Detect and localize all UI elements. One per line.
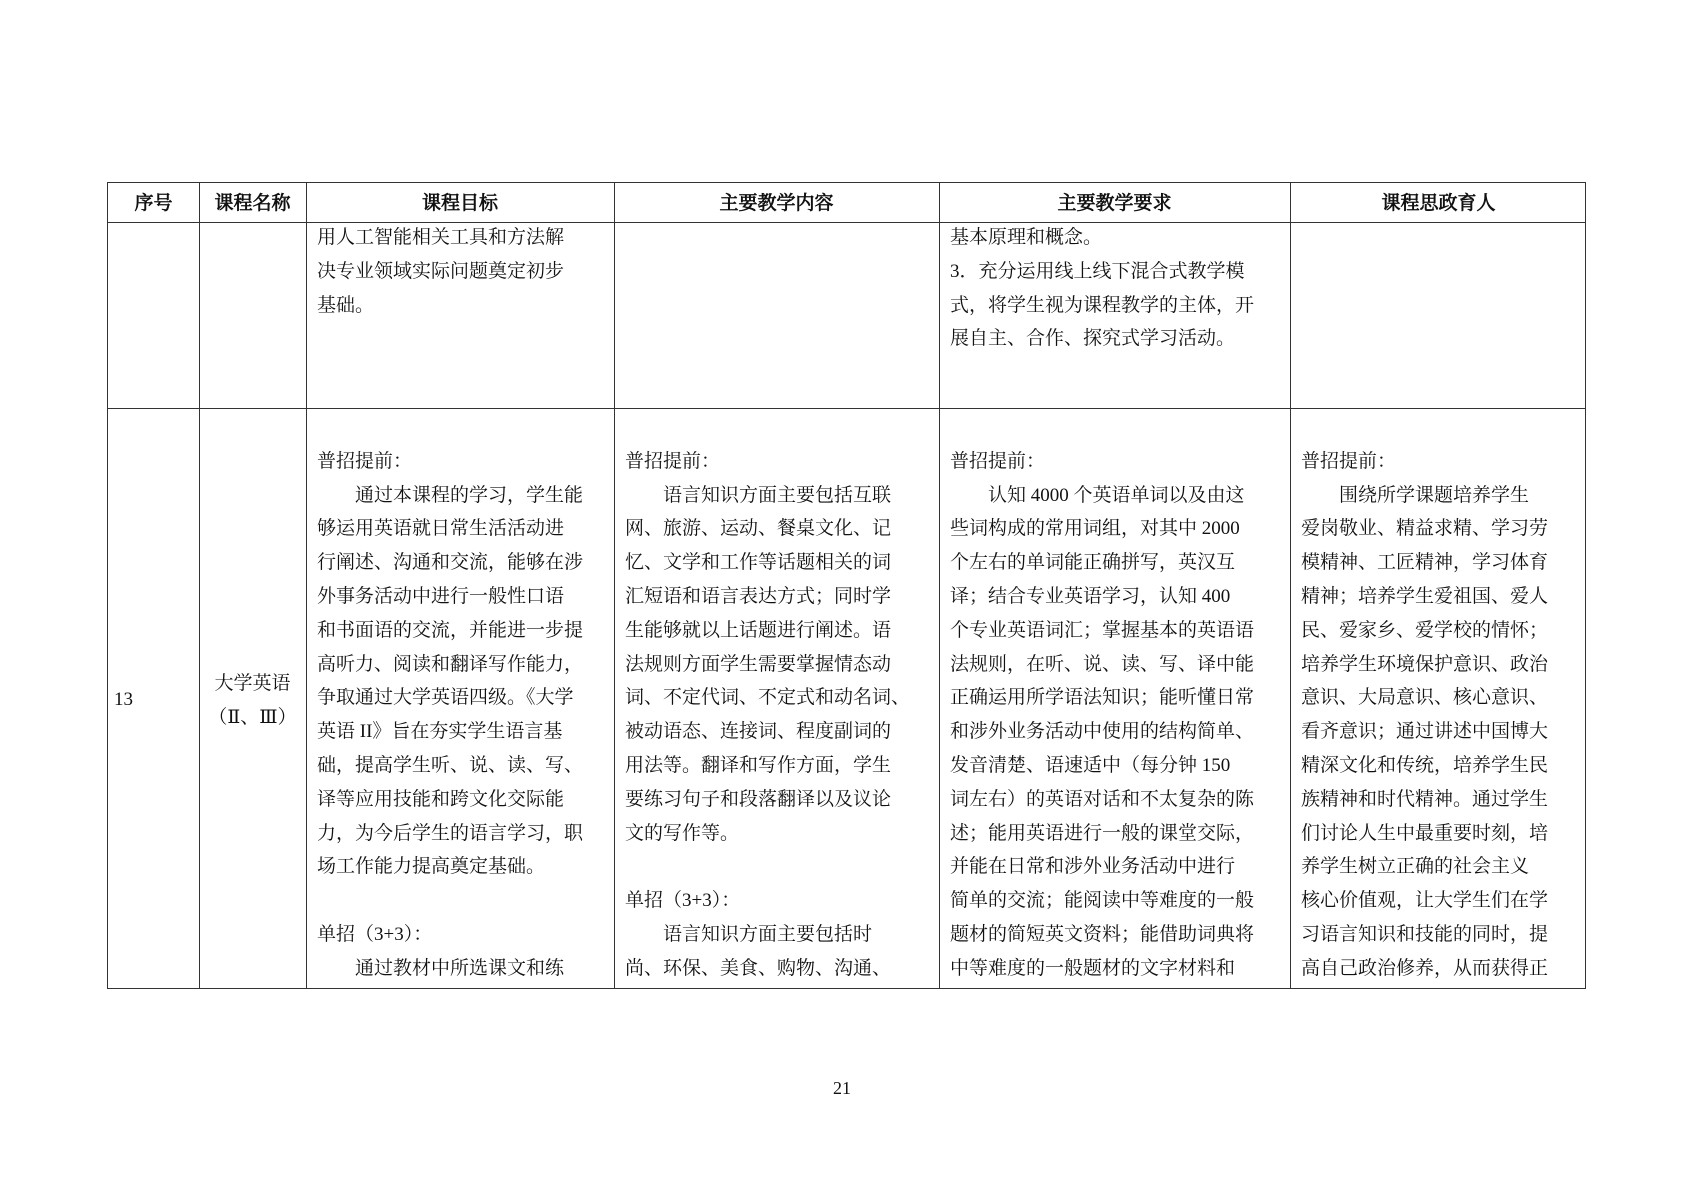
text-line: 单招（3+3）： xyxy=(317,923,433,945)
text-line: 题材的简短英文资料；能借助词典将 xyxy=(950,923,1255,945)
text-line: 普招提前： xyxy=(950,450,1046,472)
text-line: 看齐意识；通过讲述中国博大 xyxy=(1301,721,1549,743)
text-line: 要练习句子和段落翻译以及议论 xyxy=(625,788,892,810)
text-line xyxy=(950,411,1288,445)
text-line xyxy=(317,411,609,445)
text-line: 和书面语的交流，并能进一步提 xyxy=(317,619,584,641)
header-ideology: 课程思政育人 xyxy=(1381,192,1496,214)
text-line: 展自主、合作、探究式学习活动。 xyxy=(950,328,1236,350)
text-line xyxy=(1301,411,1583,445)
text-line: （Ⅱ、Ⅲ） xyxy=(208,706,297,728)
text-line: 3．充分运用线上线下混合式教学模 xyxy=(950,260,1245,282)
text-line: 述；能用英语进行一般的课堂交际， xyxy=(950,822,1255,844)
text-line: 外事务活动中进行一般性口语 xyxy=(317,585,565,607)
text-line: 普招提前： xyxy=(1301,450,1397,472)
text-line: 些词构成的常用词组，对其中 2000 xyxy=(950,518,1240,540)
text-line: 争取通过大学英语四级。《大学 xyxy=(317,687,574,709)
text-line: 培养学生环境保护意识、政治 xyxy=(1301,653,1549,675)
text-line: 基本原理和概念。 xyxy=(950,227,1103,248)
row-divider xyxy=(108,408,1585,409)
row1-requirement xyxy=(950,221,1288,356)
header-teaching-content: 主要教学内容 xyxy=(719,192,834,214)
text-line xyxy=(317,884,609,918)
text-line: 正确运用所学语法知识；能听懂日常 xyxy=(950,687,1255,709)
page-number: 21 xyxy=(833,1078,851,1098)
text-line: 语言知识方面主要包括时 xyxy=(625,923,873,945)
text-line: 爱岗敬业、精益求精、学习劳 xyxy=(1301,518,1549,540)
text-line: 文的写作等。 xyxy=(625,822,740,844)
row1-goal xyxy=(317,221,609,322)
column-divider xyxy=(614,183,615,988)
text-line: 用人工智能相关工具和方法解 xyxy=(317,227,565,248)
text-line: 简单的交流；能阅读中等难度的一般 xyxy=(950,890,1255,912)
header-seq: 序号 xyxy=(134,192,173,214)
text-line: 忆、文学和工作等话题相关的词 xyxy=(625,552,892,574)
text-line: 汇短语和语言表达方式；同时学 xyxy=(625,585,892,607)
text-line: 决专业领域实际问题奠定初步 xyxy=(317,260,565,282)
text-line: 个左右的单词能正确拼写，英汉互 xyxy=(950,552,1236,574)
text-line: 认知 4000 个英语单词以及由这 xyxy=(950,484,1245,506)
text-line: 英语 II》旨在夯实学生语言基 xyxy=(317,721,563,743)
text-line: 们讨论人生中最重要时刻，培 xyxy=(1301,822,1549,844)
text-line: 力，为今后学生的语言学习，职 xyxy=(317,822,584,844)
text-line: 个专业英语词汇；掌握基本的英语语 xyxy=(950,619,1255,641)
text-line: 核心价值观，让大学生们在学 xyxy=(1301,890,1549,912)
text-line: 语言知识方面主要包括互联 xyxy=(625,484,892,506)
text-line: 族精神和时代精神。通过学生 xyxy=(1301,788,1549,810)
text-line: 精深文化和传统，培养学生民 xyxy=(1301,754,1549,776)
text-line: 通过本课程的学习，学生能 xyxy=(317,484,584,506)
text-line: 习语言知识和技能的同时，提 xyxy=(1301,923,1549,945)
text-line: 普招提前： xyxy=(625,450,721,472)
text-line: 法规则方面学生需要掌握情态动 xyxy=(625,653,892,675)
text-line: 用法等。翻译和写作方面，学生 xyxy=(625,754,892,776)
text-line: 意识、大局意识、核心意识、 xyxy=(1301,687,1549,709)
text-line: 生能够就以上话题进行阐述。语 xyxy=(625,619,892,641)
row13-goal xyxy=(317,411,609,988)
text-line: 养学生树立正确的社会主义 xyxy=(1301,856,1530,878)
text-line: 围绕所学课题培养学生 xyxy=(1301,484,1530,506)
text-line: 发音清楚、语速适中（每分钟 150 xyxy=(950,754,1231,776)
text-line: 民、爱家乡、爱学校的情怀； xyxy=(1301,619,1549,641)
text-line: 通过教材中所选课文和练 xyxy=(317,957,565,979)
text-line: 译等应用技能和跨文化交际能 xyxy=(317,788,565,810)
text-line: 尚、环保、美食、购物、沟通、 xyxy=(625,957,892,979)
column-divider xyxy=(1290,183,1291,988)
column-divider xyxy=(939,183,940,988)
row13-requirement xyxy=(950,411,1288,988)
text-line: 够运用英语就日常生活活动进 xyxy=(317,518,565,540)
text-line: 大学英语 xyxy=(214,673,291,694)
text-line: 和涉外业务活动中使用的结构简单、 xyxy=(950,721,1255,743)
column-divider xyxy=(306,183,307,988)
text-line xyxy=(625,850,935,884)
text-line: 式，将学生视为课程教学的主体，开 xyxy=(950,294,1255,316)
text-line: 词、不定代词、不定式和动名词、 xyxy=(625,687,911,709)
text-line: 被动语态、连接词、程度副词的 xyxy=(625,721,892,743)
header-course-goal: 课程目标 xyxy=(421,192,498,214)
row13-course-name xyxy=(199,667,306,735)
text-line: 行阐述、沟通和交流，能够在涉 xyxy=(317,552,584,574)
column-divider xyxy=(199,183,200,988)
header-course-name: 课程名称 xyxy=(214,192,291,214)
row13-content xyxy=(625,411,935,988)
text-line: 并能在日常和涉外业务活动中进行 xyxy=(950,856,1236,878)
text-line: 译；结合专业英语学习，认知 400 xyxy=(950,585,1231,607)
text-line: 网、旅游、运动、餐桌文化、记 xyxy=(625,518,892,540)
text-line: 模精神、工匠精神，学习体育 xyxy=(1301,552,1549,574)
text-line: 高听力、阅读和翻译写作能力， xyxy=(317,653,584,675)
text-line: 精神；培养学生爱祖国、爱人 xyxy=(1301,585,1549,607)
text-line: 普招提前： xyxy=(317,450,413,472)
header-teaching-requirement: 主要教学要求 xyxy=(1057,192,1172,214)
text-line: 场工作能力提高奠定基础。 xyxy=(317,856,546,878)
text-line: 法规则，在听、说、读、写、译中能 xyxy=(950,653,1255,675)
text-line: 础，提高学生听、说、读、写、 xyxy=(317,754,584,776)
text-line: 中等难度的一般题材的文字材料和 xyxy=(950,957,1236,979)
curriculum-table xyxy=(107,182,1586,989)
text-line: 基础。 xyxy=(317,294,375,316)
text-line: 高自己政治修养，从而获得正 xyxy=(1301,957,1549,979)
text-line xyxy=(625,411,935,445)
text-line: 词左右）的英语对话和不太复杂的陈 xyxy=(950,788,1255,810)
text-line: 单招（3+3）： xyxy=(625,890,741,912)
row13-seq: 13 xyxy=(114,689,133,710)
row13-ideology xyxy=(1301,411,1583,988)
